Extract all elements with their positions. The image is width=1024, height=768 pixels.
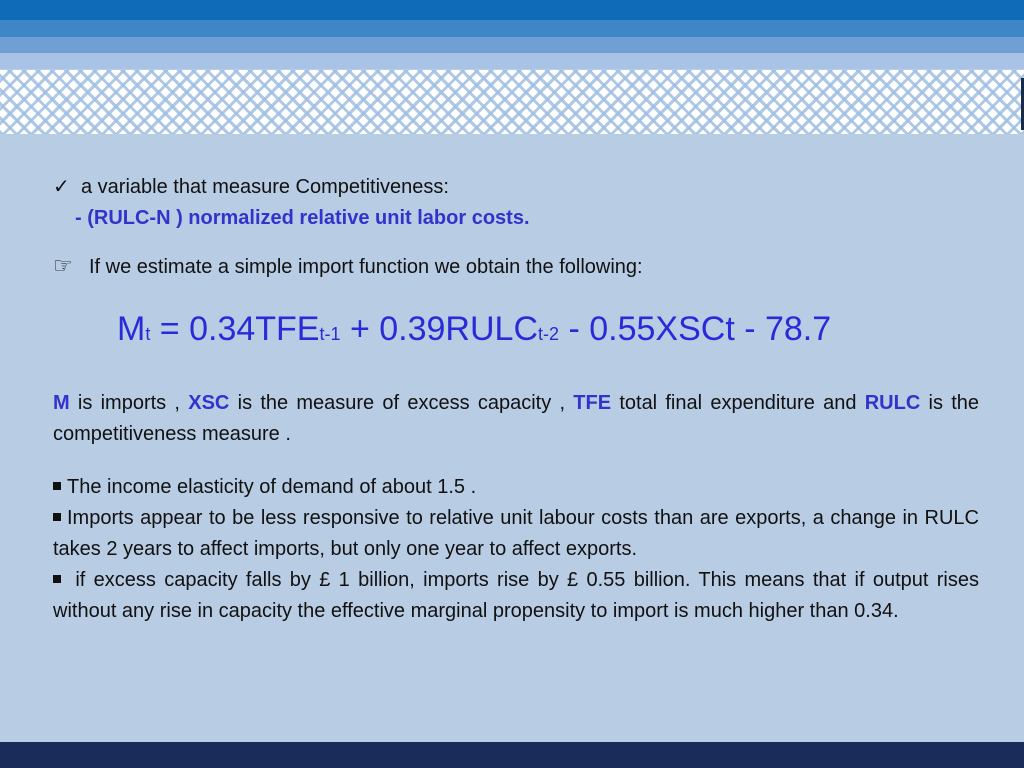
def-xsc-key: XSC xyxy=(188,392,230,414)
import-equation xyxy=(117,309,979,354)
decorative-pattern-strip xyxy=(0,70,1024,134)
pointing-hand-icon: ☞ xyxy=(53,253,73,278)
header-band-2 xyxy=(0,20,1024,37)
definitions-paragraph xyxy=(53,388,979,450)
intro-text-1: a variable that measure Competitiveness: xyxy=(81,176,449,198)
list-item xyxy=(53,503,979,565)
bullet-list xyxy=(53,472,979,627)
header-band-3 xyxy=(0,37,1024,53)
check-icon: ✓ xyxy=(53,176,70,198)
def-m-key: M xyxy=(53,392,70,414)
square-bullet-icon xyxy=(53,482,61,490)
eq-part3: - 0.55XSCt - 78.7 xyxy=(559,310,832,348)
eq-part2: + 0.39RULC xyxy=(340,310,538,348)
header-bands xyxy=(0,0,1024,70)
rulc-definition: - (RULC-N ) normalized relative unit labor costs. xyxy=(75,207,530,229)
square-bullet-icon xyxy=(53,575,61,583)
def-rulc-key: RULC xyxy=(864,392,921,414)
eq-part2-sub: t-2 xyxy=(538,324,560,344)
list-item xyxy=(53,472,979,503)
header-band-4 xyxy=(0,53,1024,69)
def-m-text: is imports , xyxy=(69,392,189,414)
eq-m: M xyxy=(117,310,146,348)
def-xsc-text: is the measure of excess capacity , xyxy=(229,392,574,414)
bullet-text: if excess capacity falls by £ 1 billion, imports rise by £ 0.55 billion. This means that if output rises without any rise in capacity the effective marginal propensity to import is much higher than 0.34. xyxy=(53,569,979,622)
def-tfe-key: TFE xyxy=(573,392,612,414)
header-band-1 xyxy=(0,0,1024,20)
def-rulc-text: is the competitiveness measure . xyxy=(53,392,980,445)
eq-part1-sub: t-1 xyxy=(319,324,341,344)
footer-bar xyxy=(0,742,1024,768)
bullet-text: The income elasticity of demand of about 1.5 . xyxy=(67,476,477,498)
eq-part1: = 0.34TFE xyxy=(150,310,320,348)
square-bullet-icon xyxy=(53,513,61,521)
eq-m-sub: t xyxy=(145,324,151,344)
list-item xyxy=(53,565,979,627)
def-tfe-text: total final expenditure and xyxy=(611,392,865,414)
bullet-text: Imports appear to be less responsive to relative unit labour costs than are exports, a change in RULC takes 2 years to affect imports, but only one year to affect exports. xyxy=(53,507,979,560)
slide-content xyxy=(53,172,979,627)
intro-text-3: If we estimate a simple import function we obtain the following: xyxy=(89,256,643,278)
intro-line-1 xyxy=(53,172,979,203)
intro-line-3 xyxy=(53,250,979,283)
